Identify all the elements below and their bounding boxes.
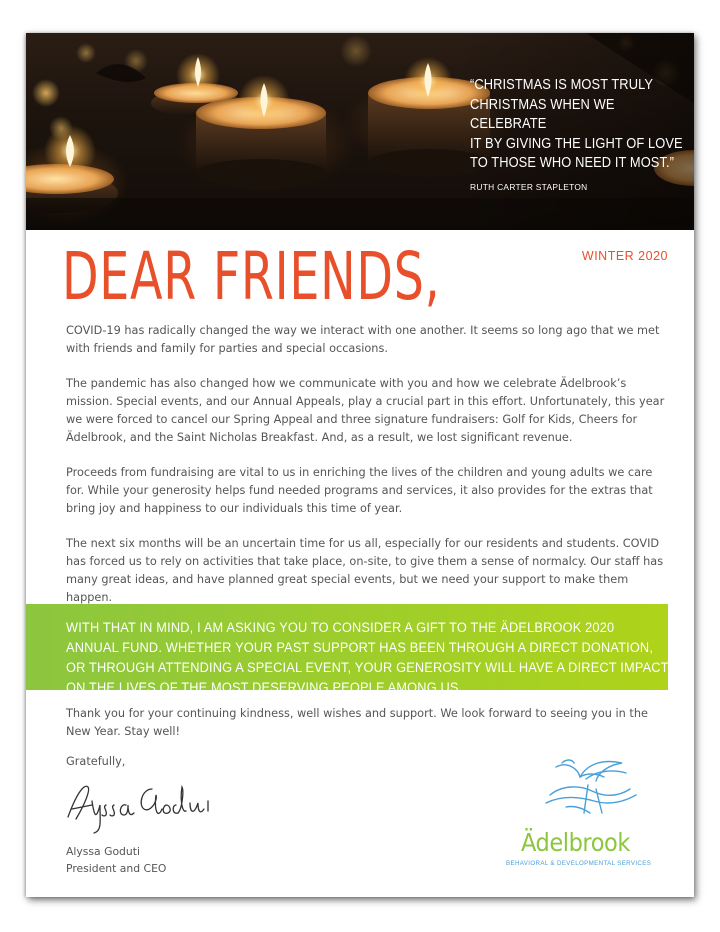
quote-author: RUTH CARTER STAPLETON [470, 181, 588, 192]
signer-block [66, 843, 166, 877]
quote-block [470, 76, 690, 192]
sign-off: Gratefully, [66, 755, 126, 768]
quote-text: “CHRISTMAS IS MOST TRULY CHRISTMAS WHEN WE CELEBRATE IT BY GIVING THE LIGHT OF LOVE TO THOSE WHO NEED IT MOST.” [470, 77, 683, 171]
letter-page [26, 33, 694, 897]
signer-name: Alyssa Goduti [66, 845, 140, 858]
adelbrook-logo [506, 755, 666, 875]
paragraph-pandemic: The pandemic has also changed how we communicate with you and how we celebrate Ädelbrook’s mission. Special events, and our Annual Appeals, play a crucial part in this effort. Unfortunately, this year we were forced to cancel our Spring Appeal and three signature fundraisers: Golf for Kids, Cheers for Ädelbrook, and the Saint Nicholas Breakfast. And, as a result, we lost significant revenue. [66, 377, 665, 444]
paragraph-closing: Thank you for your continuing kindness, well wishes and support. We look forward to seeing you in the New Year. Stay well! [66, 707, 648, 738]
signature-image [62, 775, 212, 835]
header-candle-photo [26, 33, 694, 230]
appeal-text: WITH THAT IN MIND, I AM ASKING YOU TO CONSIDER A GIFT TO THE ÄDELBROOK 2020 ANNUAL FUND. WHETHER YOUR PAST SUPPORT HAS BEEN THROUGH A DIRECT DONATION, OR THROUGH ATTENDING A SPECIAL EVENT, YOUR GENEROSITY WILL HAVE A DIRECT IMPACT ON THE LIVES OF THE MOST DESERVING PEOPLE AMONG US. [66, 620, 669, 696]
handwritten-signature [62, 775, 212, 839]
paragraph-covid: COVID-19 has radically changed the way we interact with one another. It seems so long ago that we met with friends and family for parties and special occasions. [66, 324, 660, 355]
paragraph-next-six-months: The next six months will be an uncertain time for us all, especially for our residents and students. COVID has forced us to rely on activities that take place, on-site, to give them a sense of normalcy. Our staff has many great ideas, and have planned great special events, but we need your support to make them happen. [66, 537, 664, 604]
logo-wordmark: Ädelbrook [521, 828, 630, 857]
signer-title: President and CEO [66, 862, 167, 875]
letter-title: DEAR FRIENDS, [62, 238, 441, 315]
logo-tagline: BEHAVIORAL & DEVELOPMENTAL SERVICES [506, 860, 652, 867]
issue-season: WINTER 2020 [581, 249, 668, 263]
appeal-banner [26, 604, 669, 696]
dove-hands-icon [526, 755, 646, 825]
paragraph-proceeds: Proceeds from fundraising are vital to us in enriching the lives of the children and young adults we care for. While your generosity helps fund needed programs and services, it also provides for the extras that bring joy and happiness to our individuals this time of year. [66, 466, 653, 515]
